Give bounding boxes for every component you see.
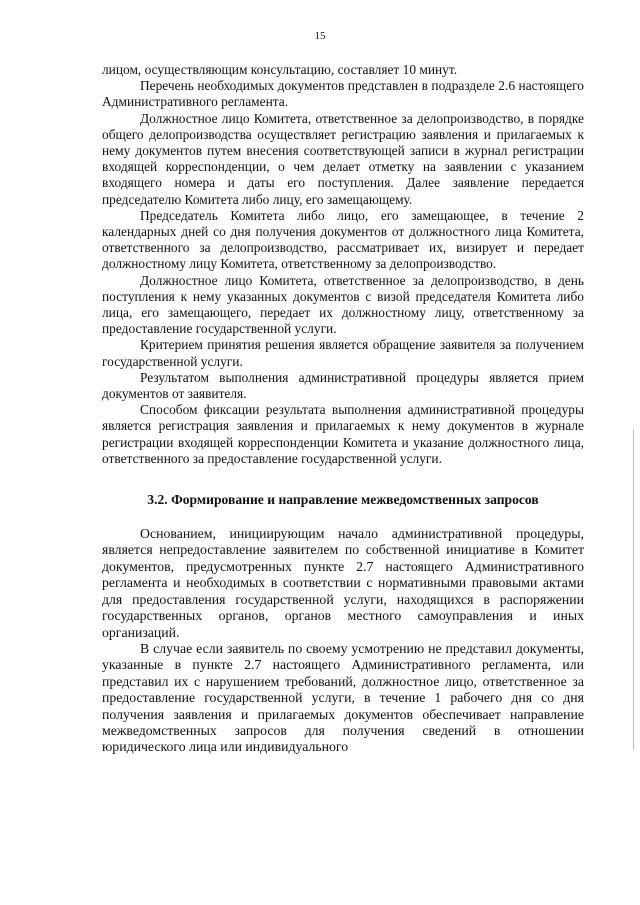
section-heading: 3.2. Формирование и направление межведомственных запросов <box>147 492 539 508</box>
section-interagency-requests <box>102 526 584 756</box>
scan-edge-mark <box>633 430 634 750</box>
section-intro <box>102 62 584 467</box>
document-body <box>102 62 584 756</box>
page-number: 15 <box>314 30 326 42</box>
paragraph: Должностное лицо Комитета, ответственное за делопроизводство, в день поступления к нему указанных документов с визой председателя Комитета либо лица, его замещающего, передает их должностному лицу, ответственному за предоставление государственной услуги. <box>102 272 584 337</box>
paragraph: В случае если заявитель по своему усмотрению не представил документы, указанные в пункте 2.7 настоящего Административного регламента, или представил их с нарушением требований, должностное лицо, ответственное за предоставление государственной услуги, в течение 1 рабочего дня со дня получения заявления и прилагаемых документов обеспечивает направление межведомственных запросов для получения сведений в отношении юридического лица или индивидуального <box>102 640 584 755</box>
paragraph: лицом, осуществляющим консультацию, составляет 10 минут. <box>102 62 458 77</box>
paragraph: Председатель Комитета либо лицо, его замещающее, в течение 2 календарных дней со дня получения документов от должностного лица Комитета, ответственного за делопроизводство, рассматривает их, визирует и передает должностному лицу Комитета, ответственному за делопроизводство. <box>102 207 584 272</box>
paragraph: Перечень необходимых документов представлен в подразделе 2.6 настоящего Административного регламента. <box>102 78 584 110</box>
paragraph: Способом фиксации результата выполнения административной процедуры является регистрация заявления и прилагаемых к нему документов в журнале регистрации входящей корреспонденции Комитета и указание должностного лица, ответственного за предоставление государственной услуги. <box>102 402 584 466</box>
paragraph: Должностное лицо Комитета, ответственное за делопроизводство, в порядке общего делопроизводства осуществляет регистрацию заявления и прилагаемых к нему документов путем внесения соответствующей записи в журнал регистрации входящей корреспонденции, о чем делает отметку на заявлении с указанием входящего номера и даты его поступления. Далее заявление передается председателю Комитета либо лицу, его замещающему. <box>102 110 584 207</box>
paragraph: Критерием принятия решения является обращение заявителя за получением государственной услуги. <box>102 337 584 369</box>
paragraph: Основанием, инициирующим начало административной процедуры, является непредоставление заявителем по собственной инициативе в Комитет документов, предусмотренных пункте 2.7 настоящего Административного регламента и необходимых в соответствии с нормативными правовыми актами для предоставления государственной услуги, находящихся в распоряжении государственных органов, органов местного самоуправления и иных организаций. <box>102 526 584 640</box>
paragraph: Результатом выполнения административной процедуры является прием документов от заявителя. <box>102 369 584 402</box>
